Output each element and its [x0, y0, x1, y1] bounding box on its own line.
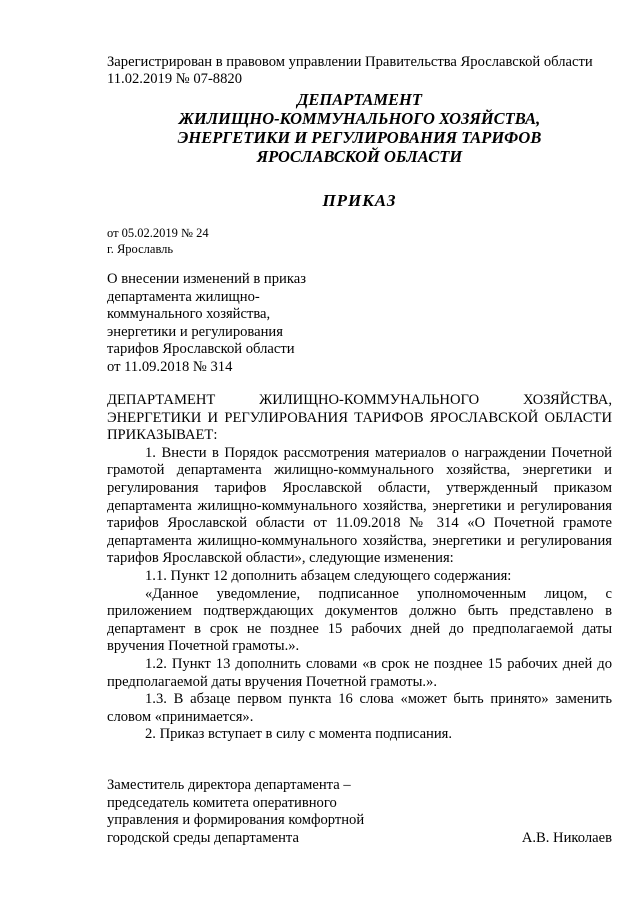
paragraph-1-3: 1.3. В абзаце первом пункта 16 слова «может быть принято» заменить словом «принимается». — [107, 691, 612, 725]
preamble: ДЕПАРТАМЕНТ ЖИЛИЩНО-КОММУНАЛЬНОГО ХОЗЯЙСТВА, ЭНЕРГЕТИКИ И РЕГУЛИРОВАНИЯ ТАРИФОВ ЯРОСЛАВСКОЙ ОБЛАСТИ ПРИКАЗЫВАЕТ: — [107, 392, 612, 444]
subject-line: от 11.09.2018 № 314 — [107, 358, 233, 375]
subject-line: энергетики и регулирования — [107, 323, 283, 340]
department-heading — [107, 90, 612, 166]
signatory-title-line-3: управления и формирования комфортной — [107, 812, 365, 828]
signatory-title-line-4: городской среды департамента — [107, 829, 299, 846]
registration-line-1: Зарегистрирован в правовом управлении Правительства Ярославской области — [107, 54, 593, 70]
subject-line: О внесении изменений в приказ — [107, 271, 306, 287]
subject-line: тарифов Ярославской области — [107, 341, 295, 357]
paragraph-1-1-quote: «Данное уведомление, подписанное уполномоченным лицом, с приложением подтверждающих документов должно быть представлено в департамент в срок не позднее 15 рабочих дней до предполагаемой даты вручения Почетной грамоты.». — [107, 585, 612, 655]
order-body — [107, 392, 612, 744]
paragraph-1-2: 1.2. Пункт 13 дополнить словами «в срок не позднее 15 рабочих дней до предполагаемой даты вручения Почетной грамоты.». — [107, 655, 612, 690]
signature-block — [107, 777, 612, 847]
signatory-name: А.В. Николаев — [521, 829, 612, 846]
registration-note — [107, 54, 612, 88]
order-title: ПРИКАЗ — [322, 191, 397, 210]
signatory-title-line-2: председатель комитета оперативного — [107, 794, 337, 811]
subject-line: департамента жилищно- — [107, 288, 260, 305]
order-city: г. Ярославль — [107, 242, 174, 256]
department-line-2: ЖИЛИЩНО-КОММУНАЛЬНОГО ХОЗЯЙСТВА, — [178, 109, 541, 128]
subject-line: коммунального хозяйства, — [107, 306, 271, 322]
paragraph-1: 1. Внести в Порядок рассмотрения материалов о награждении Почетной грамотой департамента жилищно-коммунального хозяйства, энергетики и регулирования тарифов Ярославской области, утвержденный приказом департамента жилищно-коммунального хозяйства, энергетики и регулирования тарифов Ярославской области от 11.09.2018 № 314 «О Почетной грамоте департамента жилищно-коммунального хозяйства, энергетики и регулирования тарифов Ярославской области», следующие изменения: — [107, 444, 612, 567]
order-date-number: от 05.02.2019 № 24 — [107, 226, 209, 240]
paragraph-1-1: 1.1. Пункт 12 дополнить абзацем следующего содержания: — [145, 567, 512, 584]
signatory-title-line-1: Заместитель директора департамента – — [107, 777, 351, 793]
department-line-4: ЯРОСЛАВСКОЙ ОБЛАСТИ — [256, 147, 463, 166]
order-meta — [107, 225, 209, 257]
order-subject — [107, 271, 367, 376]
registration-line-2: 11.02.2019 № 07-8820 — [107, 71, 242, 87]
department-line-3: ЭНЕРГЕТИКИ И РЕГУЛИРОВАНИЯ ТАРИФОВ — [177, 128, 542, 147]
department-line-1: ДЕПАРТАМЕНТ — [297, 90, 422, 109]
paragraph-2: 2. Приказ вступает в силу с момента подписания. — [145, 726, 453, 743]
